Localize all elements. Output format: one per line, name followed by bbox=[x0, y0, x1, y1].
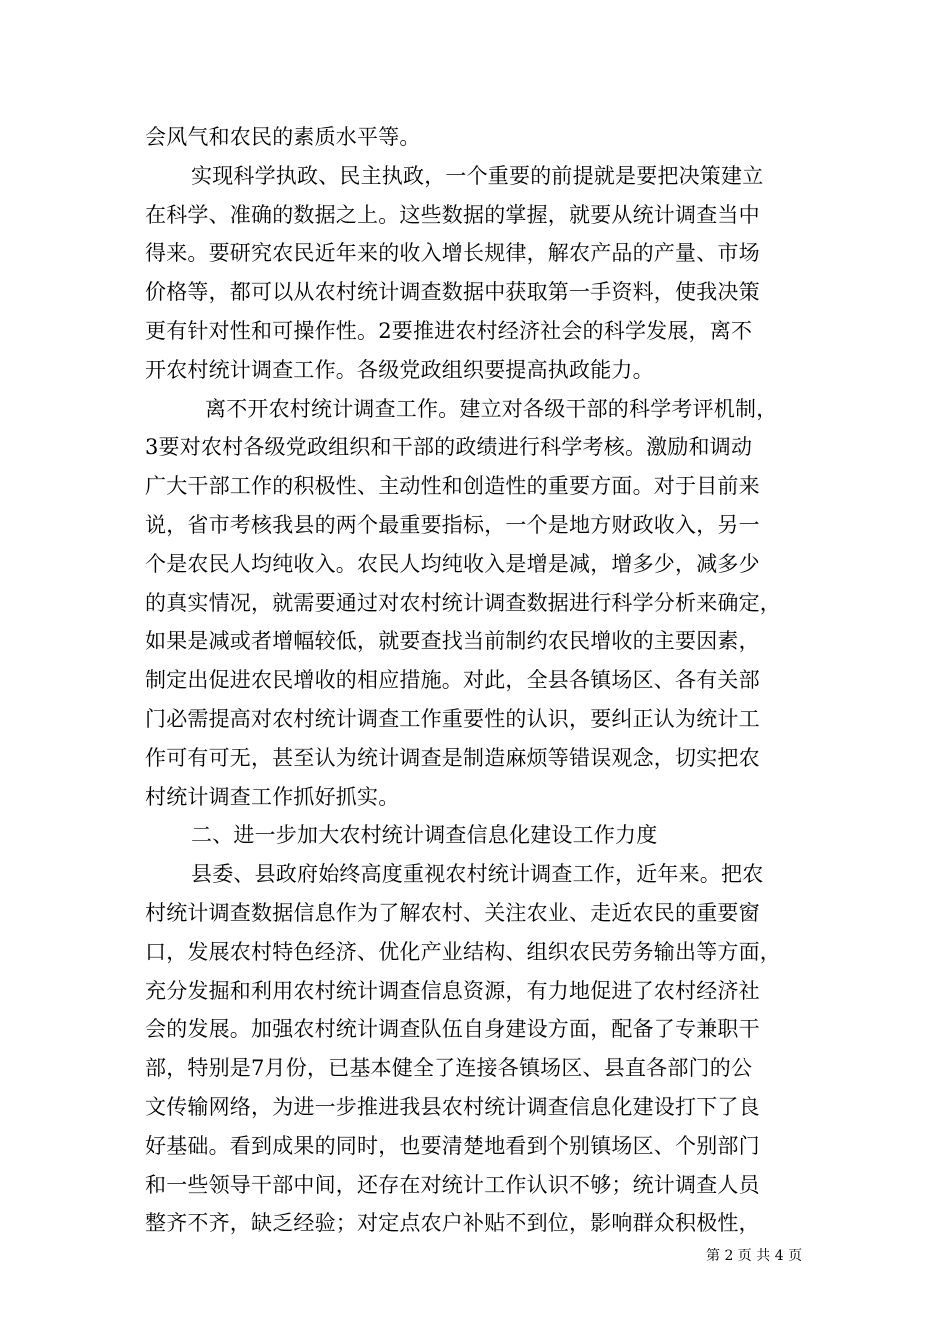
text-line: 价格等，都可以从农村统计调查数据中获取第一手资料，使我决策 bbox=[145, 280, 760, 305]
text-line: 在科学、准确的数据之上。这些数据的掌握，就要从统计调查当中 bbox=[145, 202, 760, 227]
text-line: 整齐不齐，缺乏经验；对定点农户补贴不到位，影响群众积极性， bbox=[145, 1211, 760, 1236]
text-line: 广大干部工作的积极性、主动性和创造性的重要方面。对于目前来 bbox=[145, 474, 760, 499]
text-line: 县委、县政府始终高度重视农村统计调查工作，近年来。把农 bbox=[191, 862, 764, 887]
text-line: 的真实情况，就需要通过对农村统计调查数据进行科学分析来确定， bbox=[145, 590, 781, 615]
text-line: 说，省市考核我县的两个最重要指标，一个是地方财政收入，另一 bbox=[145, 512, 760, 537]
text-line: 更有针对性和可操作性。2要推进农村经济社会的科学发展，离不 bbox=[145, 318, 753, 343]
text-line: 部，特别是7月份，已基本健全了连接各镇场区、县直各部门的公 bbox=[145, 1056, 753, 1081]
text-line: 充分发掘和利用农村统计调查信息资源，有力地促进了农村经济社 bbox=[145, 978, 760, 1003]
text-line: 3要对农村各级党政组织和干部的政绩进行科学考核。激励和调动 bbox=[145, 435, 753, 460]
text-line: 二、进一步加大农村统计调查信息化建设工作力度 bbox=[191, 823, 658, 848]
page-footer: 第 2 页 共 4 页 bbox=[706, 1248, 803, 1264]
text-line: 会风气和农民的素质水平等。 bbox=[145, 125, 421, 149]
text-line: 制定出促进农民增收的相应措施。对此，全县各镇场区、各有关部 bbox=[145, 668, 760, 693]
text-line: 作可有可无，甚至认为统计调查是制造麻烦等错误观念，切实把农 bbox=[145, 745, 760, 770]
text-line: 得来。要研究农民近年来的收入增长规律，解农产品的产量、市场 bbox=[145, 241, 760, 266]
document-body bbox=[145, 118, 845, 1243]
text-line: 文传输网络，为进一步推进我县农村统计调查信息化建设打下了良 bbox=[145, 1094, 760, 1119]
text-line: 口，发展农村特色经济、优化产业结构、组织农民劳务输出等方面， bbox=[145, 939, 781, 964]
text-line: 个是农民人均纯收入。农民人均纯收入是增是减，增多少，减多少 bbox=[145, 551, 760, 576]
text-line: 会的发展。加强农村统计调查队伍自身建设方面，配备了专兼职干 bbox=[145, 1017, 760, 1042]
text-line: 和一些领导干部中间，还存在对统计工作认识不够；统计调查人员 bbox=[145, 1172, 760, 1197]
text-line: 离不开农村统计调查工作。建立对各级干部的科学考评机制， bbox=[205, 396, 778, 421]
text-line: 好基础。看到成果的同时，也要清楚地看到个别镇场区、个别部门 bbox=[145, 1133, 760, 1158]
text-line: 门必需提高对农村统计调查工作重要性的认识，要纠正认为统计工 bbox=[145, 706, 760, 731]
text-line: 实现科学执政、民主执政，一个重要的前提就是要把决策建立 bbox=[191, 163, 764, 188]
text-line: 村统计调查工作抓好抓实。 bbox=[145, 784, 400, 809]
text-line: 如果是减或者增幅较低，就要查找当前制约农民增收的主要因素， bbox=[145, 629, 760, 654]
text-line: 村统计调查数据信息作为了解农村、关注农业、走近农民的重要窗 bbox=[145, 900, 760, 925]
text-line: 开农村统计调查工作。各级党政组织要提高执政能力。 bbox=[145, 357, 654, 382]
